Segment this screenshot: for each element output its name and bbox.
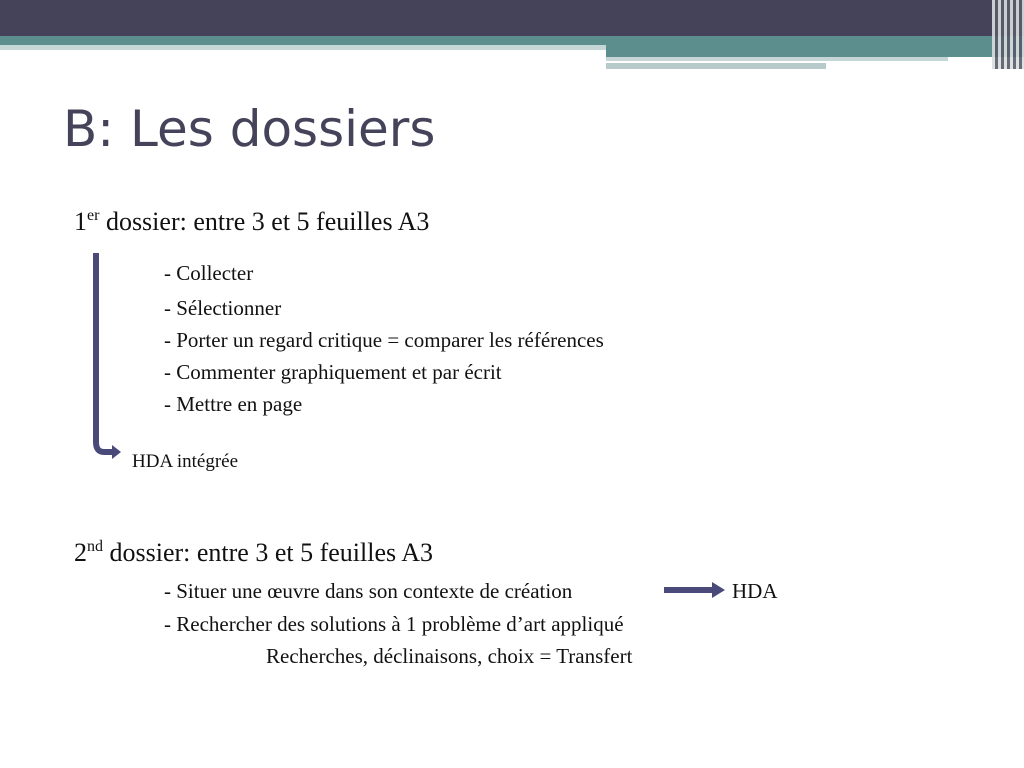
- section2-item: - Situer une œuvre dans son contexte de création: [164, 579, 573, 603]
- section1-number: 1: [74, 207, 87, 236]
- section2-item: - Rechercher des solutions à 1 problème d’art appliqué: [164, 612, 624, 636]
- section1-item: - Collecter: [164, 261, 254, 285]
- section1-item: - Commenter graphiquement et par écrit: [164, 360, 502, 384]
- section2-heading-text: dossier: entre 3 et 5 feuilles A3: [103, 538, 433, 567]
- section1-result: HDA intégrée: [132, 451, 239, 472]
- section2-number: 2: [74, 538, 87, 567]
- header-teal-bar: [0, 36, 1024, 45]
- header-right-line: [606, 57, 948, 61]
- section1-suffix: er: [87, 207, 100, 224]
- header-right-line-2: [606, 63, 826, 69]
- header-light-line: [0, 45, 606, 50]
- section1-item: - Mettre en page: [164, 392, 303, 416]
- header-stripes: [992, 0, 1024, 69]
- header-right-block: [606, 45, 1024, 57]
- arrow-right-icon: [664, 581, 726, 599]
- section1-item: - Porter un regard critique = comparer les références: [164, 328, 604, 352]
- bracket-arrow-icon: [88, 252, 122, 460]
- section2-subnote: Recherches, déclinaisons, choix = Transfert: [266, 644, 633, 668]
- section2-suffix: nd: [87, 538, 103, 555]
- header-dark-bar: [0, 0, 1024, 36]
- section2-heading: [74, 540, 433, 566]
- slide-title: B: Les dossiers: [63, 100, 436, 158]
- section1-heading: [74, 209, 429, 235]
- section1-item: - Sélectionner: [164, 296, 282, 320]
- section1-heading-text: dossier: entre 3 et 5 feuilles A3: [99, 207, 430, 236]
- section2-arrow-target: HDA: [732, 579, 778, 603]
